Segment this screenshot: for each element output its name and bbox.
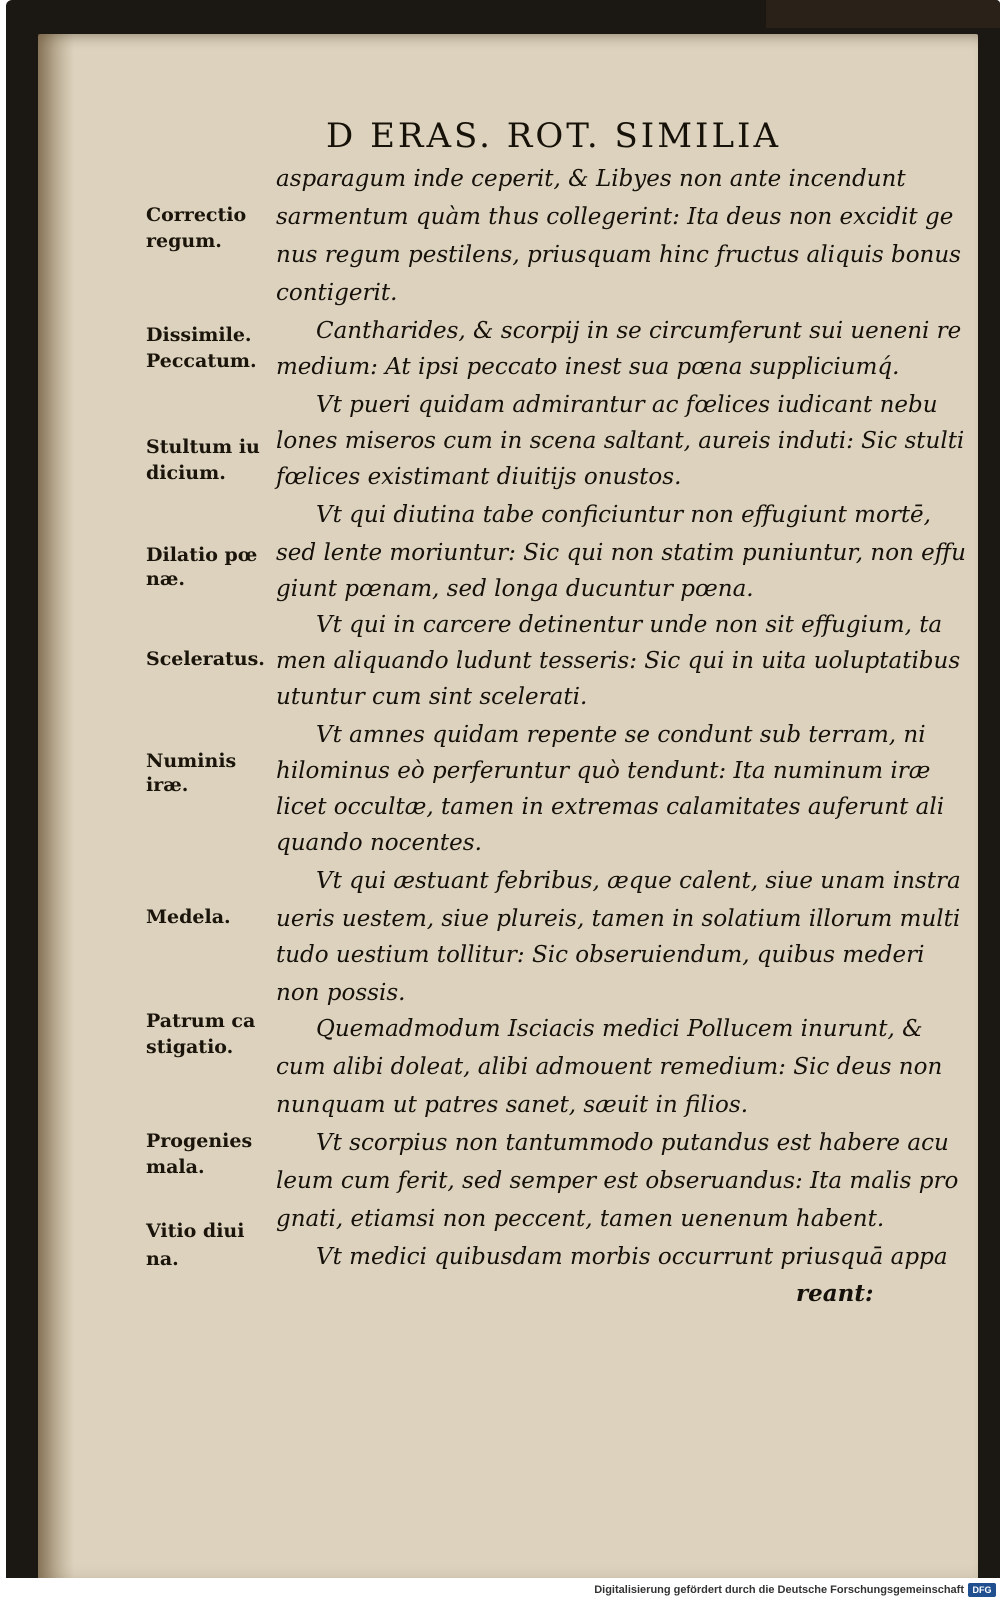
text-line: Vt medici quibusdam morbis occurrunt priusquā appa — [316, 1244, 948, 1270]
margin-note: Peccatum. — [146, 350, 257, 372]
margin-note: Numinis — [146, 750, 237, 772]
text-line: licet occultæ, tamen in extremas calamitates auferunt ali — [276, 794, 945, 820]
text-line: Vt qui diutina tabe conficiuntur non effugiunt mortē, — [316, 502, 931, 528]
dfg-logo: DFG — [968, 1583, 996, 1597]
margin-note: na. — [146, 1248, 179, 1270]
funding-credit: Digitalisierung gefördert durch die Deutsche Forschungsgemeinschaft — [594, 1584, 964, 1596]
text-line: medium: At ipsi peccato inest sua pœna suppliciumq́. — [276, 354, 900, 380]
text-line: lones miseros cum in scena saltant, aureis induti: Sic stulti — [276, 428, 965, 454]
text-line: Quemadmodum Isciacis medici Pollucem inurunt, & — [316, 1016, 923, 1042]
text-line: Vt qui æstuant febribus, æque calent, siue unam instra — [316, 868, 961, 894]
text-line: non possis. — [276, 980, 406, 1006]
catchword: reant: — [796, 1280, 874, 1307]
text-line: cum alibi doleat, alibi admouent remedium: Sic deus non — [276, 1054, 943, 1080]
text-line: Vt amnes quidam repente se condunt sub terram, ni — [316, 722, 926, 748]
text-line: sed lente moriuntur: Sic qui non statim puniuntur, non effu — [276, 540, 966, 566]
text-line: hilominus eò perferuntur quò tendunt: Ita numinum iræ — [276, 758, 931, 784]
text-line: ueris uestem, siue plureis, tamen in solatium illorum multi — [276, 906, 961, 932]
text-line: utuntur cum sint scelerati. — [276, 684, 588, 710]
text-line: fœlices existimant diuitijs onustos. — [276, 464, 682, 490]
text-line: nunquam ut patres sanet, sæuit in filios. — [276, 1092, 749, 1118]
text-line: men aliquando ludunt tesseris: Sic qui in uita uoluptatibus — [276, 648, 961, 674]
margin-note: dicium. — [146, 462, 226, 484]
margin-note: regum. — [146, 230, 222, 252]
running-head: D ERAS. ROT. SIMILIA — [326, 116, 782, 156]
text-line: giunt pœnam, sed longa ducuntur pœna. — [276, 576, 754, 602]
margin-note: stigatio. — [146, 1036, 234, 1058]
text-line: tudo uestium tollitur: Sic obseruiendum, quibus mederi — [276, 942, 925, 968]
margin-note: Stultum iu — [146, 436, 260, 458]
margin-note: Sceleratus. — [146, 648, 265, 670]
page-gutter-shadow — [38, 34, 74, 1578]
text-line: asparagum inde ceperit, & Libyes non ante incendunt — [276, 166, 906, 192]
book-edge — [766, 0, 1000, 28]
text-line: sarmentum quàm thus collegerint: Ita deus non excidit ge — [276, 204, 954, 230]
margin-note: Medela. — [146, 906, 231, 928]
text-line: nus regum pestilens, priusquam hinc fructus aliquis bonus — [276, 242, 961, 268]
margin-note: mala. — [146, 1156, 205, 1178]
margin-note: Correctio — [146, 204, 247, 226]
margin-note: iræ. — [146, 774, 189, 796]
text-line: leum cum ferit, sed semper est obseruandus: Ita malis pro — [276, 1168, 959, 1194]
margin-note: Vitio diui — [146, 1220, 245, 1242]
margin-note: Dissimile. — [146, 324, 252, 346]
text-line: Vt qui in carcere detinentur unde non sit effugium, ta — [316, 612, 943, 638]
text-line: Cantharides, & scorpij in se circumferunt sui ueneni re — [316, 318, 962, 344]
text-line: Vt scorpius non tantummodo putandus est habere acu — [316, 1130, 949, 1156]
margin-note: Dilatio pœ — [146, 544, 258, 566]
text-line: contigerit. — [276, 280, 398, 306]
text-line: Vt pueri quidam admirantur ac fœlices iudicant nebu — [316, 392, 938, 418]
text-line: gnati, etiamsi non peccent, tamen uenenum habent. — [276, 1206, 885, 1232]
margin-note: Patrum ca — [146, 1010, 256, 1032]
margin-note: Progenies — [146, 1130, 253, 1152]
margin-note: næ. — [146, 568, 185, 590]
text-line: quando nocentes. — [276, 830, 482, 856]
